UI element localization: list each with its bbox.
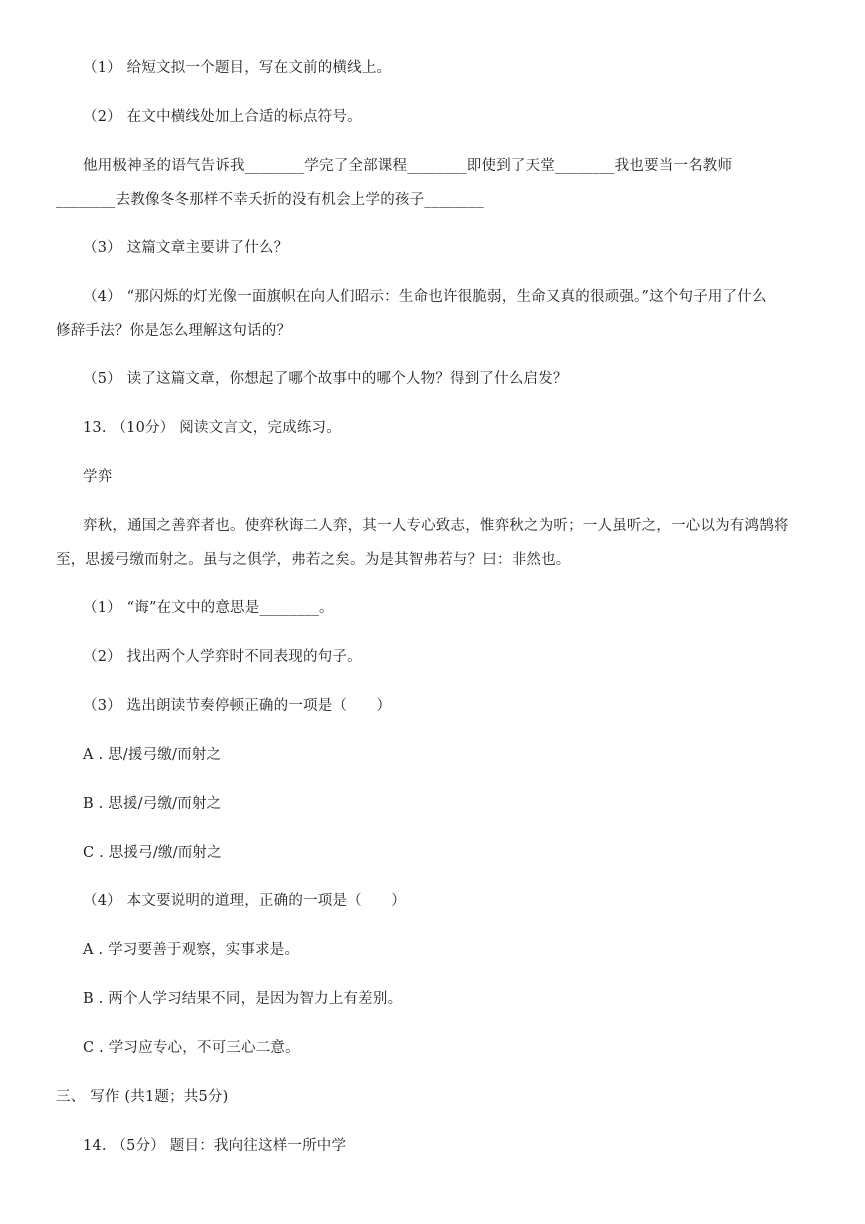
q12-part1: （1） 给短文拟一个题目，写在文前的横线上。 xyxy=(83,60,392,76)
q13-part4-option-b: B . 两个人学习结果不同，是因为智力上有差别。 xyxy=(83,991,403,1007)
q13-passage-line2: 至，思援弓缴而射之。虽与之俱学，弗若之矣。为是其智弗若与？曰：非然也。 xyxy=(56,552,571,568)
q12-part5: （5） 读了这篇文章，你想起了哪个故事中的哪个人物？得到了什么启发？ xyxy=(83,371,568,387)
q14-header: 14. （5分） 题目：我向往这样一所中学 xyxy=(83,1138,347,1154)
q12-part2: （2） 在文中横线处加上合适的标点符号。 xyxy=(83,109,362,125)
q13-part2: （2） 找出两个人学弈时不同表现的句子。 xyxy=(83,649,362,665)
q13-part3-option-c: C . 思援弓/缴/而射之 xyxy=(83,845,222,861)
q12-part4-line1: （4） “那闪烁的灯光像一面旗帜在向人们昭示：生命也许很脆弱，生命又真的很顽强。”这个句子用了什么 xyxy=(83,289,767,305)
q13-header: 13. （10分） 阅读文言文，完成练习。 xyxy=(83,420,341,436)
q13-passage-title: 学弈 xyxy=(83,469,113,485)
q13-part3-option-b: B . 思援/弓缴/而射之 xyxy=(83,796,222,812)
q13-part4-option-c: C . 学习应专心，不可三心二意。 xyxy=(83,1040,300,1056)
q13-part1: （1） “诲”在文中的意思是________。 xyxy=(83,600,334,616)
q13-part4: （4） 本文要说明的道理，正确的一项是（ ） xyxy=(83,893,406,909)
q12-part2-sentence-line1: 他用极神圣的语气告诉我________学完了全部课程________即使到了天堂________我也要当一名教师 xyxy=(83,158,733,174)
q13-part3: （3） 选出朗读节奏停顿正确的一项是（ ） xyxy=(83,698,392,714)
q12-part3: （3） 这篇文章主要讲了什么？ xyxy=(83,240,289,256)
q13-part4-option-a: A . 学习要善于观察，实事求是。 xyxy=(83,942,300,958)
q12-part2-sentence-line2: ________去教像冬冬那样不幸夭折的没有机会上学的孩子________ xyxy=(56,192,484,208)
q12-part4-line2: 修辞手法？你是怎么理解这句话的？ xyxy=(56,323,292,339)
q13-part3-option-a: A . 思/援弓缴/而射之 xyxy=(83,747,222,763)
q13-passage-line1: 弈秋，通国之善弈者也。使弈秋诲二人弈，其一人专心致志，惟弈秋之为听；一人虽听之，一心以为有鸿鹄将 xyxy=(83,518,789,534)
section3-header: 三、 写作 (共1题；共5分) xyxy=(56,1089,229,1105)
